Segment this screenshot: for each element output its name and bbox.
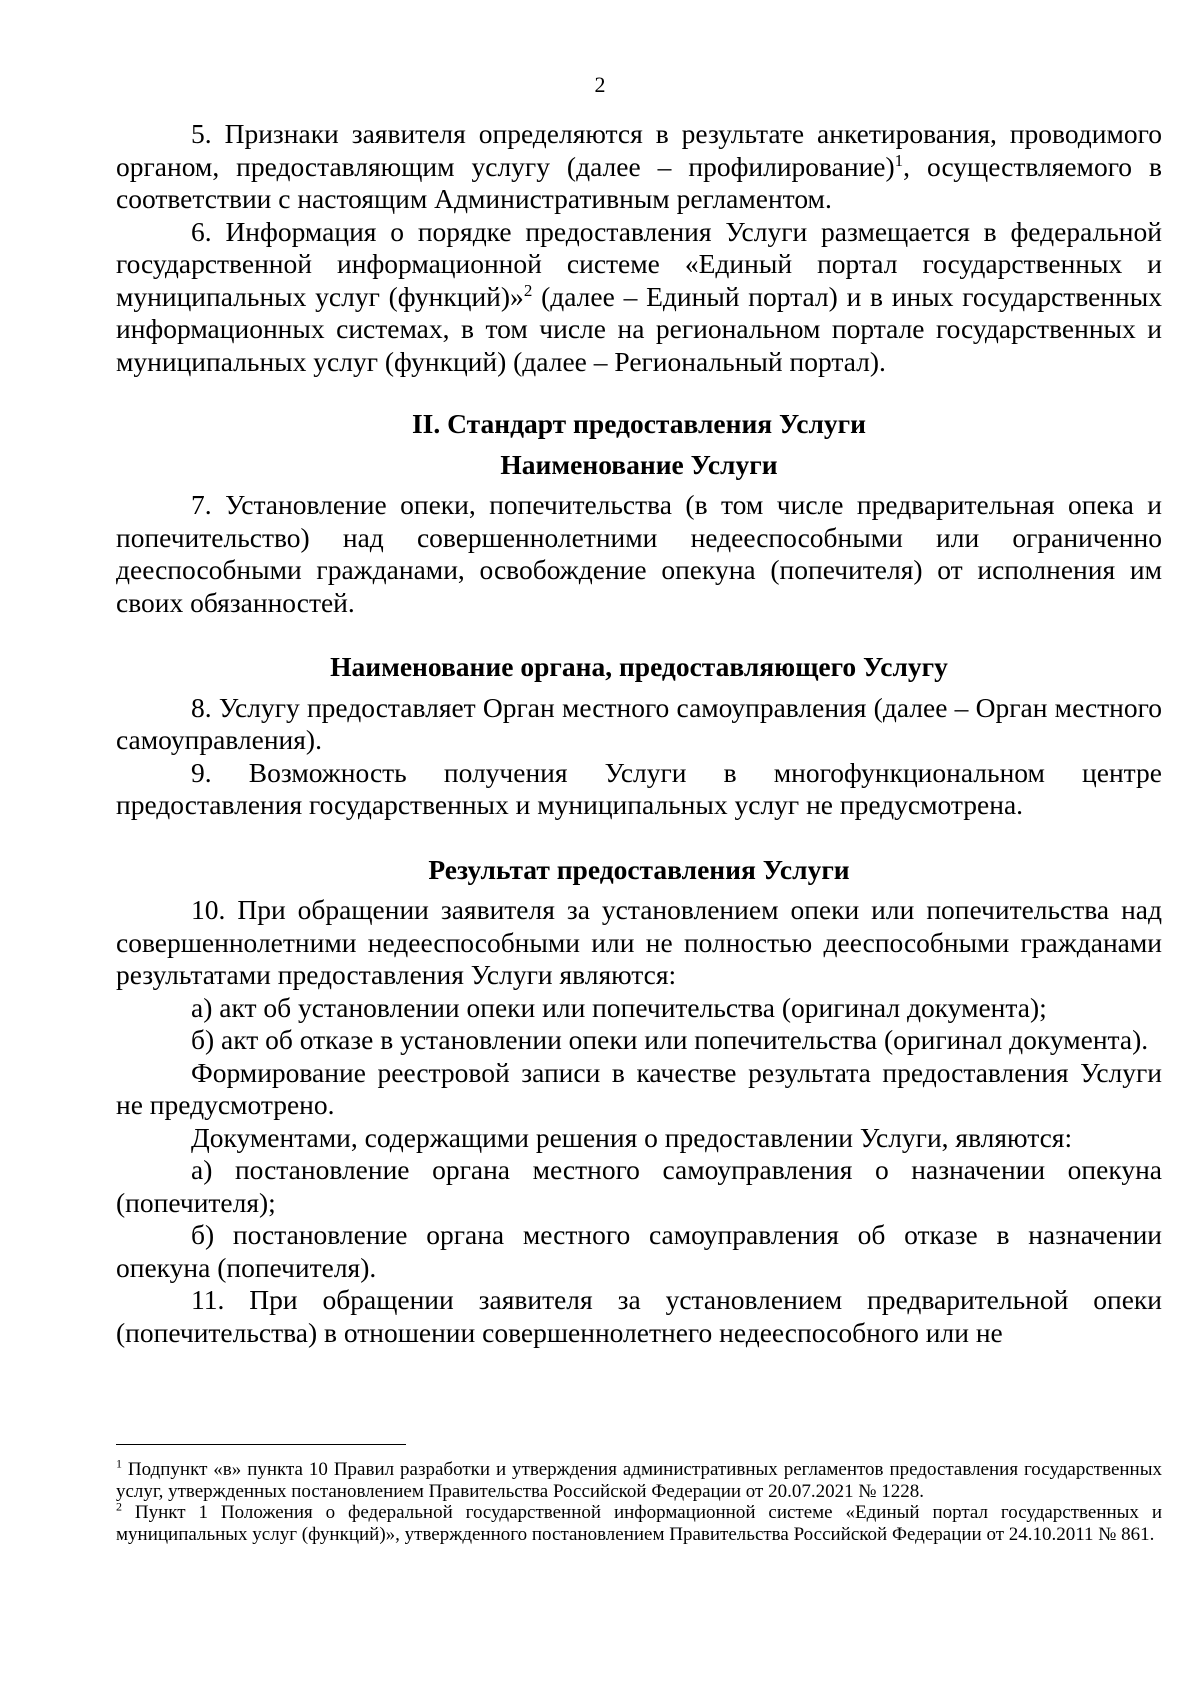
paragraph-5 — [116, 118, 1162, 216]
footnote-2 — [116, 1499, 1162, 1545]
paragraph-8: 8. Услугу предоставляет Орган местного самоуправления (далее – Орган местного самоуправления). — [116, 691, 1162, 755]
paragraph-9: 9. Возможность получения Услуги в многофункциональном центре предоставления государственных и муниципальных услуг не предусмотрена. — [116, 756, 1162, 820]
paragraph-10-docs-b: б) постановление органа местного самоуправления об отказе в назначении опекуна (попечителя). — [116, 1219, 1162, 1283]
paragraph-10-docs: Документами, содержащими решения о предоставлении Услуги, являются: — [191, 1121, 1073, 1153]
footnote-2-text: Пункт 1 Положения о федеральной государственной информационной системе «Единый портал государственных и муниципальных услуг (функций)», утвержденного постановлением Правительства Российской Федерации от 24.10.2011 № 861. — [116, 1502, 1162, 1545]
paragraph-7: 7. Установление опеки, попечительства (в том числе предварительная опека и попечительство) над совершеннолетними недееспособными или ограниченно дееспособными гражданами, освобождение опекуна (попечителя) от исполнения им своих обязанностей. — [116, 489, 1162, 618]
heading-service-name: Наименование Услуги — [500, 448, 778, 480]
heading-organ: Наименование органа, предоставляющего Услугу — [330, 651, 948, 682]
document-body — [116, 118, 1162, 1349]
footnote-1-mark: 1 — [116, 1456, 122, 1471]
page-number: 2 — [594, 72, 606, 97]
footnote-ref-2: 2 — [523, 280, 533, 300]
paragraph-10-a: а) акт об установлении опеки или попечительства (оригинал документа); — [191, 991, 1047, 1023]
paragraph-10-registry: Формирование реестровой записи в качестве результата предоставления Услуги не предусмотрено. — [116, 1056, 1162, 1120]
footnote-2-mark: 2 — [116, 1499, 122, 1514]
footnotes — [116, 1456, 1162, 1545]
paragraph-10: 10. При обращении заявителя за установлением опеки или попечительства над совершеннолетними недееспособными или не полностью дееспособными гражданами результатами предоставления Услуги являются: — [116, 894, 1162, 990]
paragraph-5-tail: , осуществляемого в соответствии с настоящим Административным регламентом. — [116, 150, 1162, 214]
paragraph-10-docs-a: а) постановление органа местного самоуправления о назначении опекуна (попечителя); — [116, 1154, 1162, 1218]
footnote-ref-1: 1 — [894, 150, 904, 170]
paragraph-6-tail: (далее – Единый портал) и в иных государственных информационных системах, в том числе на региональном портале государственных и муниципальных услуг (функций) (далее – Региональный портал). — [116, 280, 1162, 377]
paragraph-11: 11. При обращении заявителя за установлением предварительной опеки (попечительства) в отношении совершеннолетнего недееспособного или не — [116, 1284, 1162, 1348]
footnote-separator — [116, 1444, 406, 1445]
paragraph-5-text: 5. Признаки заявителя определяются в результате анкетирования, проводимого органом, предоставляющим услугу (далее – профилирование) — [116, 118, 1162, 182]
footnote-1-text: Подпункт «в» пункта 10 Правил разработки и утверждения административных регламентов предоставления государственных услуг, утвержденных постановлением Правительства Российской Федерации от 20.07.2021 № 1228. — [116, 1459, 1162, 1502]
section-title: II. Стандарт предоставления Услуги — [411, 408, 866, 439]
footnote-1 — [116, 1456, 1162, 1502]
paragraph-10-b: б) акт об отказе в установлении опеки или попечительства (оригинал документа). — [191, 1024, 1149, 1055]
paragraph-6 — [116, 216, 1162, 379]
paragraph-6-text: 6. Информация о порядке предоставления Услуги размещается в федеральной государственной информационной системе «Единый портал государственных и муниципальных услуг (функций)» — [116, 215, 1162, 312]
heading-result: Результат предоставления Услуги — [428, 853, 850, 885]
